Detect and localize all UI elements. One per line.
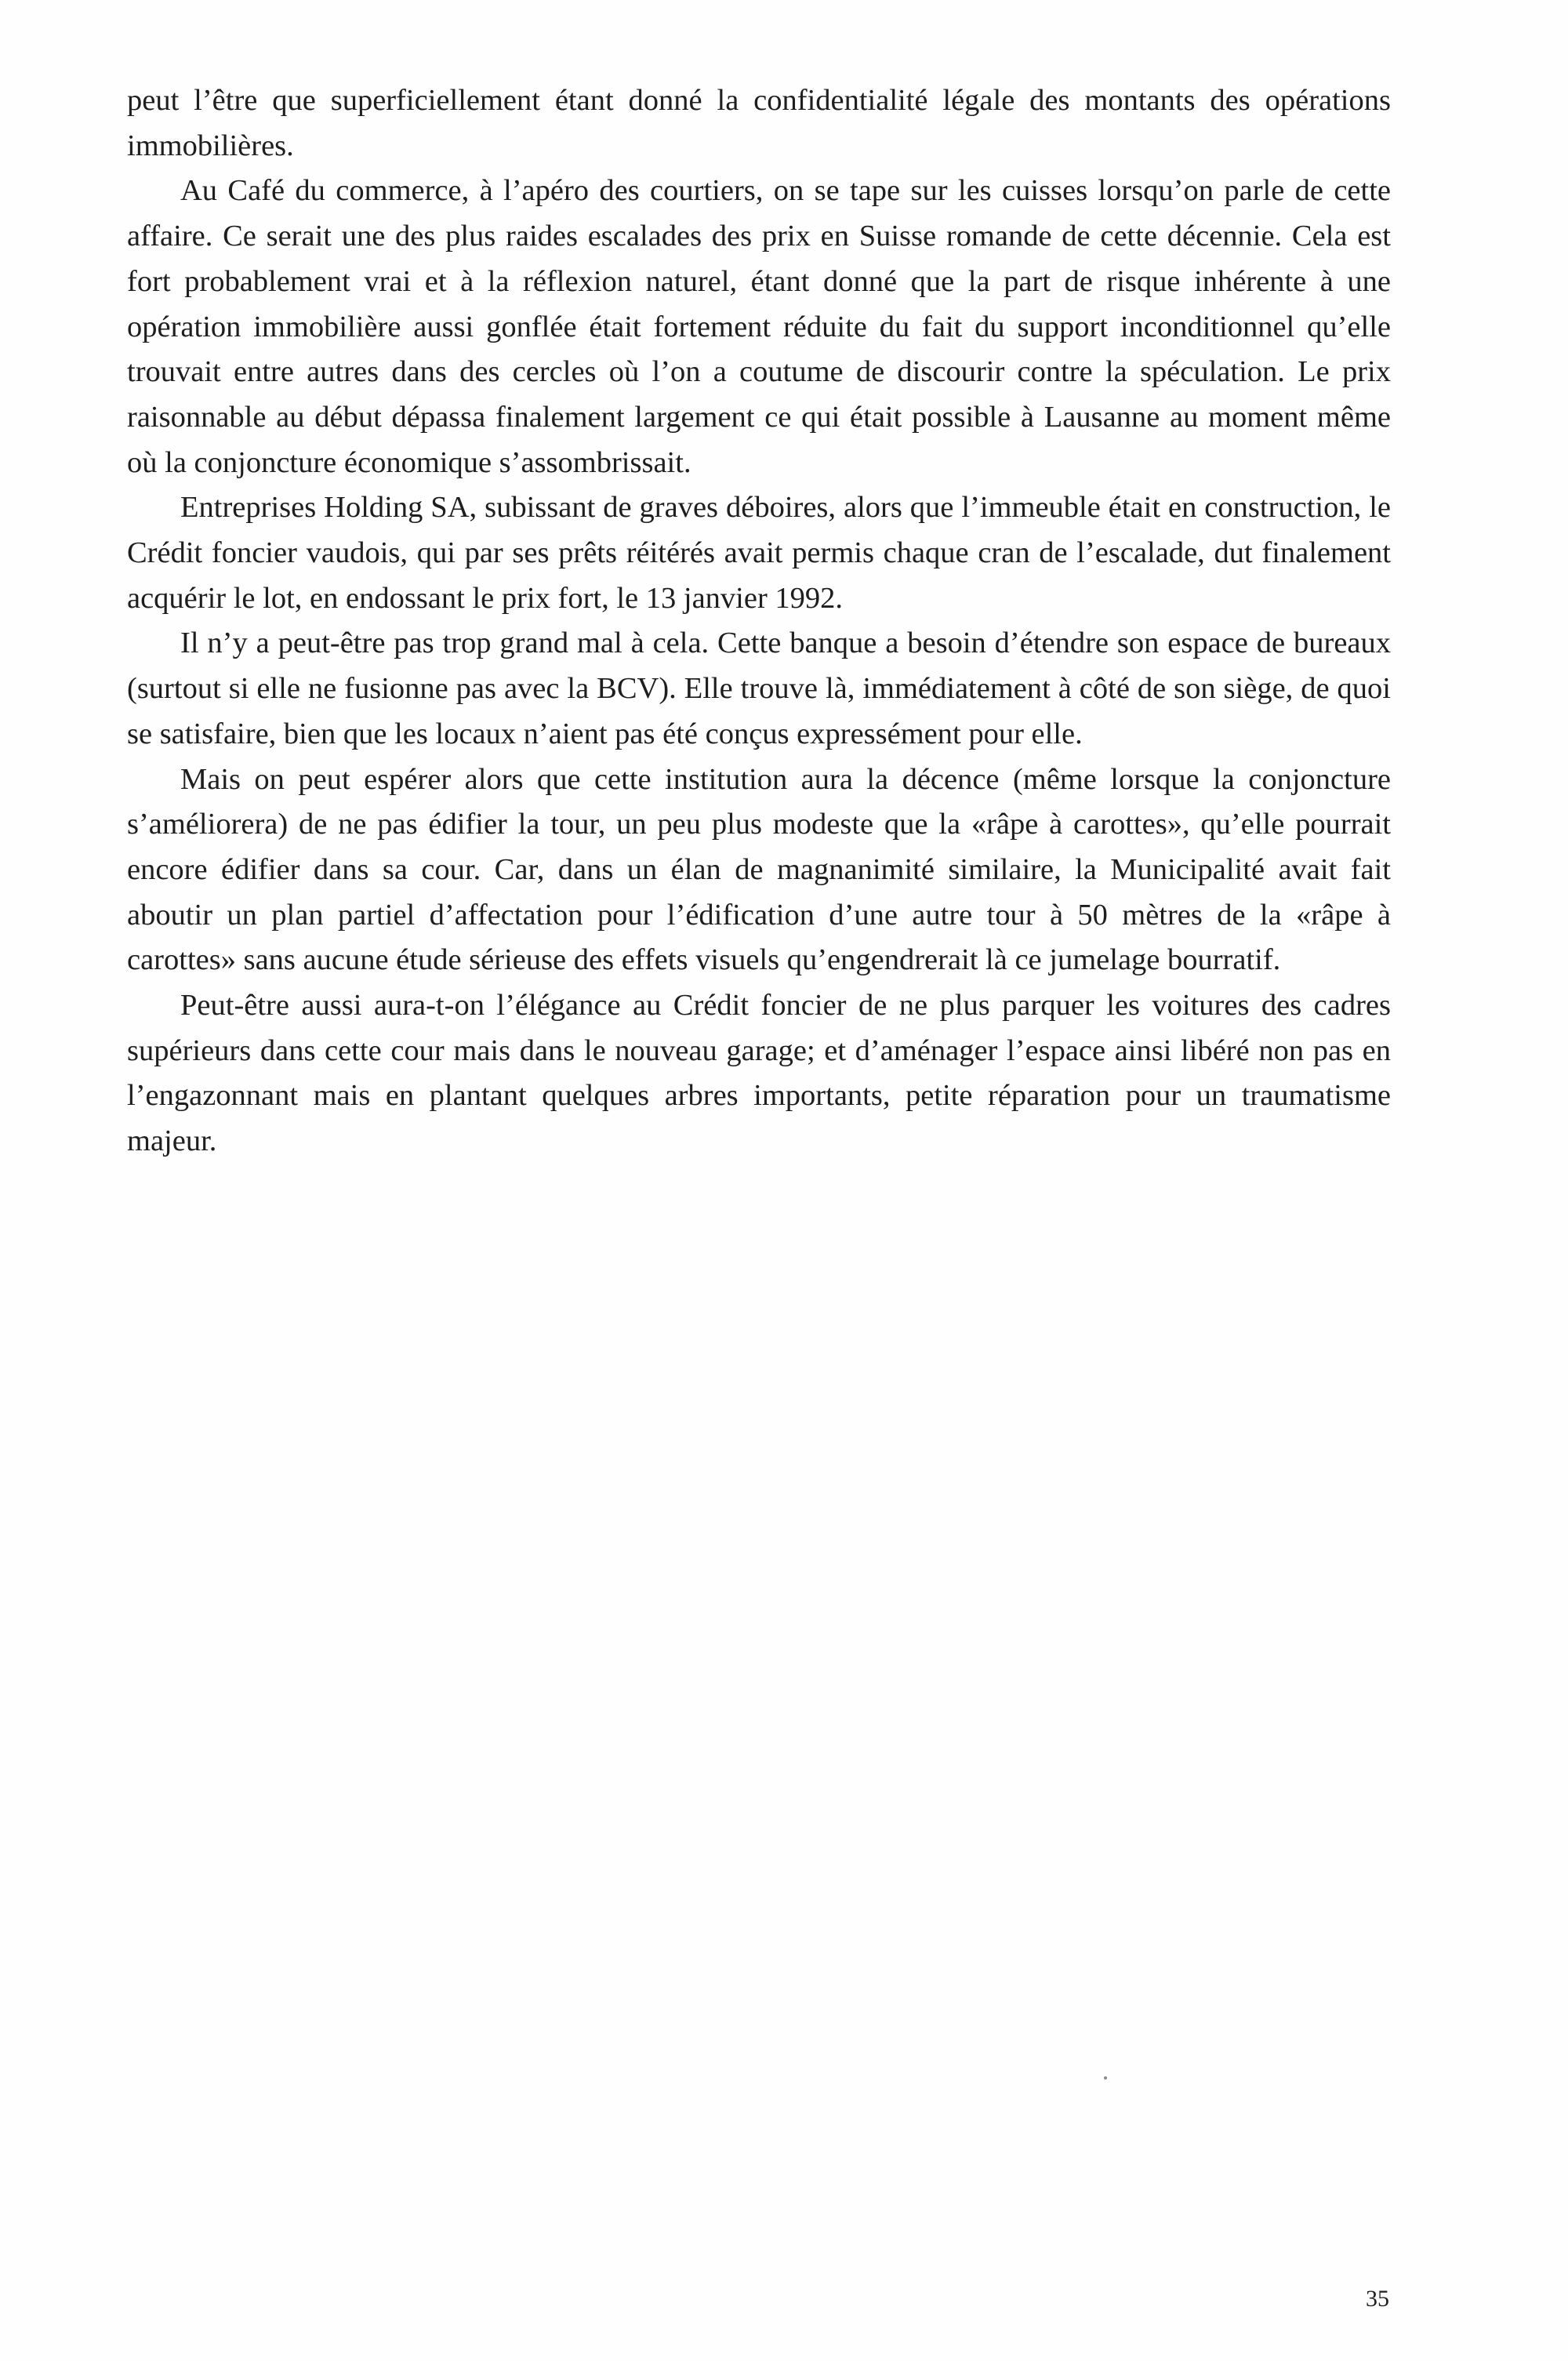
paragraph-elegance-credit-foncier: Peut-être aussi aura-t-on l’élégance au Crédit foncier de ne plus parquer les voitures des cadres supérieurs dans cette cour mais dans le nouveau garage; et d’aménager l’espace ainsi libéré non pas en l’engazonnant mais en plantant quelques arbres importants, petite réparation pour un traumatisme majeur. (127, 989, 1391, 1158)
scan-speck (1104, 2076, 1107, 2079)
paragraph-cafe-du-commerce: Au Café du commerce, à l’apéro des courtiers, on se tape sur les cuisses lorsqu’on parle de cette affaire. Ce serait une des plus raides escalades des prix en Suisse romande de cette décennie. Cela est fort probablement vrai et à la réflexion naturel, étant donné que la part de risque inhérente à une opération immobilière aussi gonflée était fortement réduite du fait du support inconditionnel qu’elle trouvait entre autres dans des cercles où l’on a coutume de discourir contre la spéculation. Le prix raisonnable au début dépassa finalement largement ce qui était possible à Lausanne au moment même où la conjoncture économique s’assombrissait. (127, 174, 1391, 479)
paragraph-entreprises-holding: Entreprises Holding SA, subissant de graves déboires, alors que l’immeuble était en construction, le Crédit foncier vaudois, qui par ses prêts réitérés avait permis chaque cran de l’escalade, dut finalement acquérir le lot, en endossant le prix fort, le 13 janvier 1992. (127, 491, 1391, 615)
paragraph-continuation: peut l’être que superficiellement étant donné la confidentialité légale des montants des opérations immobilières. (127, 84, 1391, 162)
body-text (127, 78, 1391, 1164)
paragraph-decence-tour: Mais on peut espérer alors que cette institution aura la décence (même lorsque la conjoncture s’améliorera) de ne pas édifier la tour, un peu plus modeste que la «râpe à carottes», qu’elle pourrait encore édifier dans sa cour. Car, dans un élan de magnanimité similaire, la Municipalité avait fait aboutir un plan partiel d’affectation pour l’édification d’une autre tour à 50 mètres de la «râpe à carottes» sans aucune étude sérieuse des effets visuels qu’engendrerait là ce jumelage bourratif. (127, 762, 1391, 977)
page-number: 35 (1366, 2286, 1389, 2312)
paragraph-banque-bureaux: Il n’y a peut-être pas trop grand mal à cela. Cette banque a besoin d’étendre son espace de bureaux (surtout si elle ne fusionne pas avec la BCV). Elle trouve là, immédiatement à côté de son siège, de quoi se satisfaire, bien que les locaux n’aient pas été conçus expressément pour elle. (127, 627, 1391, 750)
